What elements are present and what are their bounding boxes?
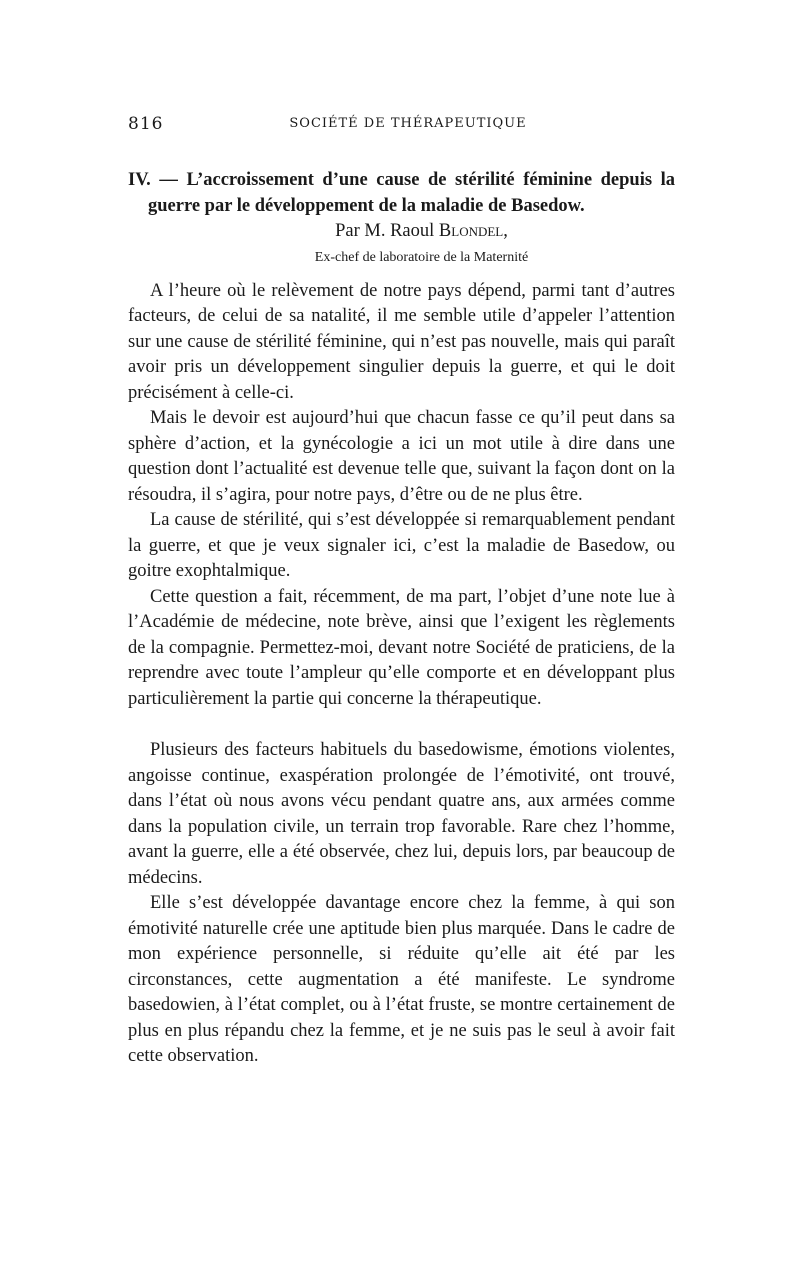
section-gap <box>128 712 675 738</box>
page-number: 816 <box>128 114 164 134</box>
article-title: IV. — L’accroissement d’une cause de stérilité féminine depuis la guerre par le développement de la maladie de Basedow. <box>128 170 675 216</box>
author-surname: Blondel, <box>438 221 508 241</box>
author-prefix: Par M. Raoul <box>335 221 435 241</box>
page-header <box>128 114 688 138</box>
paragraph: Cette question a fait, récemment, de ma part, l’objet d’une note lue à l’Académie de médecine, note brève, ainsi que l’exigent les règlements de la compagnie. Permettez-moi, devant notre Société de praticiens, de la reprendre avec toute l’ampleur qu’elle comporte et en développant plus particulièrement la partie qui concerne la thérapeutique. <box>128 586 675 709</box>
author-line <box>128 219 675 245</box>
author-affiliation: Ex-chef de laboratoire de la Maternité <box>314 249 529 265</box>
paragraph: Elle s’est développée davantage encore chez la femme, à qui son émotivité naturelle crée une aptitude bien plus marquée. Dans le cadre de mon expérience personnelle, si réduite qu’elle ait été par les circonstances, cette augmentation a été manifeste. Le syndrome basedowien, à l’état complet, ou à l’état fruste, se montre certainement de plus en plus répandu chez la femme, et je ne suis pas le seul à avoir fait cette observation. <box>128 893 675 1066</box>
running-head: SOCIÉTÉ DE THÉRAPEUTIQUE <box>289 116 527 131</box>
paragraph: Plusieurs des facteurs habituels du basedowisme, émotions violentes, angoisse continue, exaspération prolongée de l’émotivité, ont trouvé, dans l’état où nous avons vécu pendant quatre ans, aux armées comme dans la population civile, un terrain trop favorable. Rare chez l’homme, avant la guerre, elle a été observée, chez lui, depuis lors, par beaucoup de médecins. <box>128 740 675 888</box>
paragraph: La cause de stérilité, qui s’est développée si remarquablement pendant la guerre, et que je veux signaler ici, c’est la maladie de Basedow, ou goitre exophtalmique. <box>128 510 675 581</box>
paragraph: Mais le devoir est aujourd’hui que chacun fasse ce qu’il peut dans sa sphère d’action, et la gynécologie a ici un mot utile à dire dans une question dont l’actualité est devenue telle que, suivant la façon dont on la résoudra, il s’agira, pour notre pays, d’être ou de ne plus être. <box>128 408 675 505</box>
paragraph: A l’heure où le relèvement de notre pays dépend, parmi tant d’autres facteurs, de celui de sa natalité, il me semble utile d’appeler l’attention sur une cause de stérilité féminine, qui n’est pas nouvelle, mais qui paraît avoir pris un développement singulier depuis la guerre, et qui le doit précisément à celle-ci. <box>128 280 675 403</box>
article-body <box>128 168 675 1070</box>
